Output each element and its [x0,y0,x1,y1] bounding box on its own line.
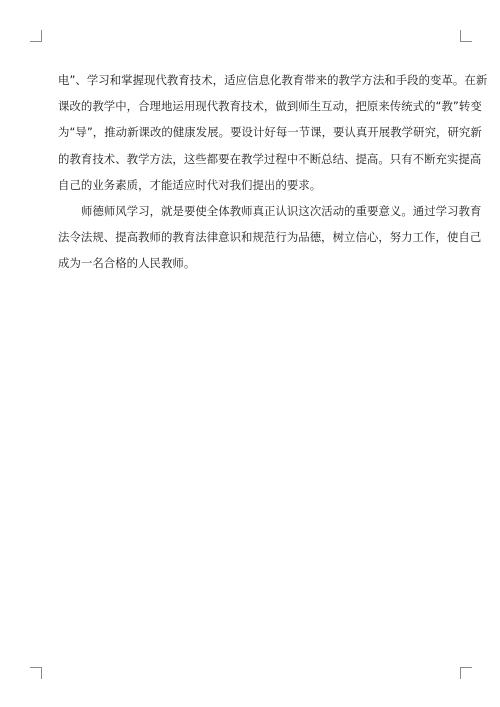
crop-mark-top-right [460,30,472,42]
text-line-paragraph-start: 师德师风学习，就是要使全体教师真正认识这次活动的重要意义。通过学习教育 [81,203,482,218]
body-text [58,67,488,277]
text-line: 课改的教学中，合理地运用现代教育技术，做到师生互动，把原来传统式的“教”转变 [58,99,482,114]
text-line: 的教育技术、教学方法，这些都要在教学过程中不断总结、提高。只有不断充实提高 [58,151,482,166]
text-line: 为“导”，推动新课改的健康发展。要设计好每一节课，要认真开展教学研究，研究新 [58,125,482,140]
text-line: 电”、学习和掌握现代教育技术，适应信息化教育带来的教学方法和手段的变革。在新 [58,73,488,87]
crop-mark-bottom-right [460,667,472,679]
text-line: 成为一名合格的人民教师。 [58,256,196,271]
crop-mark-bottom-left [30,667,42,679]
crop-mark-top-left [30,30,42,42]
text-line: 自己的业务素质，才能适应时代对我们提出的要求。 [58,177,322,192]
text-line: 法令法规、提高教师的教育法律意识和规范行为品德，树立信心，努力工作，使自己 [58,230,482,245]
